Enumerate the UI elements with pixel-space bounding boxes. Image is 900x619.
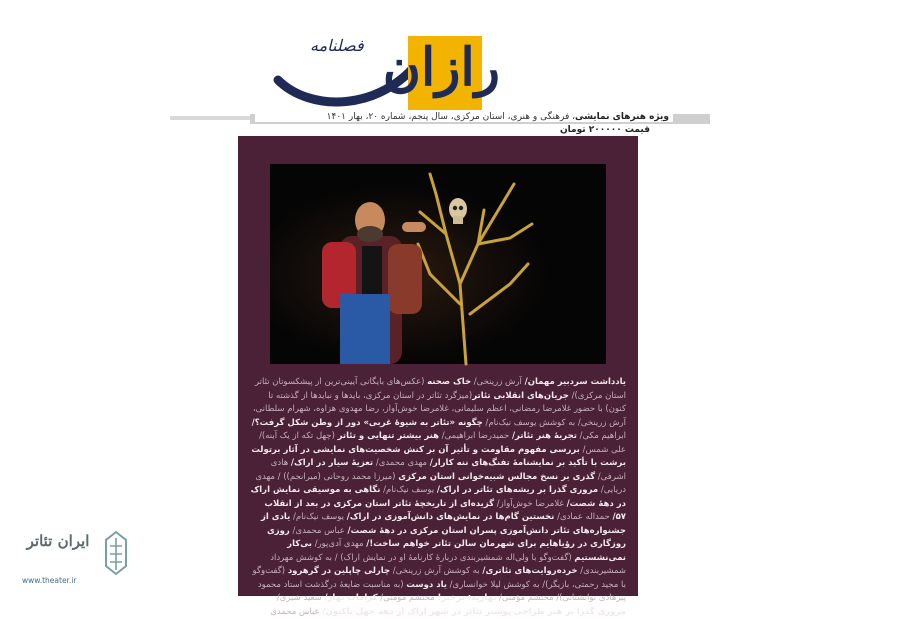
contents-item-author: آرش زرینخی/ bbox=[471, 377, 525, 387]
contents-item-title: چگونه «تئاتر به شیوهٔ غربی» دور از وطن شکل گرفت؟/ bbox=[251, 417, 483, 428]
cover-photo bbox=[270, 164, 606, 364]
contents-item-title: بهاریه: برخیز! bbox=[437, 593, 497, 603]
contents-item-title: هنر بیشتر تنهایی و تئاتر bbox=[337, 431, 440, 441]
contents-item bbox=[380, 485, 598, 495]
contents-item-author: غلامرضا خوش‌آواز/ bbox=[494, 498, 567, 509]
contents-item bbox=[378, 593, 497, 603]
contents-item-author: یوسف نیک‌نام/ bbox=[290, 512, 347, 522]
contents-item-author: سعید شیری/ bbox=[276, 593, 325, 603]
issue-lead: ویژه هنرهای نمایشی bbox=[575, 112, 669, 122]
magazine-subtitle: فصلنامه bbox=[310, 36, 364, 55]
contents-item-author: مهدی محمدی/ bbox=[373, 458, 430, 468]
contents-item-author: (چهل تکه از یک آینه)/ علی شمس/ bbox=[259, 431, 626, 455]
issue-info: ویژه هنرهای نمایشی، فرهنگی و هنری، استان مرکزی، سال پنجم، شماره ۲۰، بهار ۱۴۰۱ bbox=[255, 112, 673, 122]
contents-item-title: مروری گذرا بر ریشه‌های تئاتر در اراک/ bbox=[436, 485, 599, 495]
contents-item-title: بی‌کار نمی‌نشستیم bbox=[287, 539, 626, 563]
contents-item-author: حمیدرضا ابراهیمی/ bbox=[439, 431, 512, 441]
stage-photo-illustration bbox=[270, 164, 606, 364]
table-of-contents bbox=[250, 376, 626, 617]
magazine-logo bbox=[270, 20, 500, 115]
contents-item-author: (گفت‌وگو با ولی‌اله شمشیربندی دربارهٔ کارنامهٔ او در نمایش اراک) / به کوشش مهرداد شمشیربندی/ bbox=[270, 552, 626, 576]
contents-item bbox=[277, 593, 378, 603]
contents-item-title: مروری گذرا بر هنر طراحی پوستر تئاتر در شهر اراک از دهه چهل تاکنون/ bbox=[322, 606, 626, 617]
contents-item bbox=[290, 512, 554, 522]
contents-item-author: ابراهیم مکی/ bbox=[576, 431, 626, 441]
contents-item-author: یوسف نیک‌نام/ bbox=[380, 485, 437, 495]
contents-item-author: محتشم مومنی/ bbox=[377, 593, 438, 603]
contents-item-author: (گفت‌وگو با مجید رحمتی، بازیگر)/ به کوشش لیلا خوانساری/ bbox=[252, 566, 626, 590]
cover-panel bbox=[238, 136, 638, 617]
contents-item bbox=[439, 431, 577, 441]
contents-item-title: یادداشت سردبیر مهمان/ bbox=[524, 377, 626, 387]
contents-item-title: خرده‌روایت‌های تئاتری/ bbox=[482, 566, 578, 576]
contents-item-author: (میزگرد تئاتر در استان مرکزی، بایدها و نبایدها از گذشته تا کنون) با حضور غلامرضا رمضانی، اعظم سلیمانی، غلامرضا خوش‌آواز، رضا مهدوی هزاوه، شهرام سلطانی، آرش زرینخی/ به کوشش یوسف نیک‌نام/ bbox=[252, 390, 626, 428]
contents-item-author: عباس محمدی bbox=[270, 606, 323, 617]
watermark-name: ایران تئاتر bbox=[26, 532, 90, 550]
contents-item-author: عباس محمدی/ bbox=[289, 525, 348, 536]
contents-item-title: کرامات بهار/ bbox=[324, 593, 378, 603]
contents-item-author: به کوشش آرش زرینخی/ bbox=[390, 566, 483, 576]
contents-item-title: تعزیهٔ سیار در اراک/ bbox=[290, 458, 374, 468]
contents-item-title: یادی از جشنواره‌های تئاتر دانش‌آموزی پسران استان مرکزی در دههٔ شصت/ bbox=[261, 512, 626, 536]
contents-item bbox=[390, 566, 577, 576]
contents-item-title: تجربهٔ هنر تئاتر/ bbox=[511, 431, 577, 441]
contents-item-title: نگاهی به موسیقی نمایش اراک در دههٔ شصت/ bbox=[250, 485, 626, 509]
magazine-title: رازان bbox=[382, 37, 500, 98]
contents-item-author: (به مناسبت ضایعهٔ درگذشت استاد محمود پیرهادی نوانشنانی)/ محتشم مؤمنی/ bbox=[257, 579, 626, 603]
contents-item-title: چارلی چاپلین در گرهرود bbox=[287, 566, 391, 576]
contents-item-author: هادی اشرفی/ bbox=[270, 458, 626, 482]
issue-details: فرهنگی و هنری، استان مرکزی، سال پنجم، شماره ۲۰، بهار ۱۴۰۱ bbox=[326, 112, 570, 122]
contents-item-author: (میرزا محمد روحانی (میرانجم)) / مهدی دریایی/ bbox=[255, 471, 626, 495]
contents-item-title: جریان‌های انقلابی تئاتر bbox=[472, 390, 569, 401]
contents-item-title: گذری بر نسخ مجالس شبیه‌خوانی استان مرکزی bbox=[398, 471, 596, 482]
contents-item-title: گزیده‌ای از تاریخچهٔ تئاتر استان مرکزی در بعد از انقلاب ۵۷/ bbox=[264, 498, 626, 522]
contents-item-title: روزی روزگاری در رؤیاهایم برای شهرمان سالن تئاتر خواهم ساخت!/ bbox=[266, 525, 626, 549]
contents-item-title: خاک صحنه bbox=[427, 377, 472, 387]
contents-item bbox=[471, 377, 626, 387]
watermark-url: www.theater.ir bbox=[22, 576, 77, 585]
contents-item bbox=[270, 607, 626, 617]
contents-item-author: (عکس‌های بایگانی آیینی‌ترین از پیشکسوتان تئاتر استان مرکزی)/ bbox=[254, 377, 626, 401]
contents-item-author: مهدی آدی‌پور/ bbox=[312, 539, 367, 549]
contents-item-title: بررسی مفهوم مقاومت و تأثیر آن بر کنش شخصیت‌های نمایشی در آثار برتولت برشت با تأکید بر نمایشنامهٔ تفنگ‌های ننه کارار/ bbox=[251, 444, 626, 468]
theater-logo-icon bbox=[102, 530, 130, 576]
contents-item-title: یاد دوست bbox=[406, 579, 447, 590]
issue-price: قیمت ۲۰۰۰۰۰ تومان bbox=[559, 125, 650, 135]
site-watermark bbox=[20, 528, 140, 590]
contents-item-author: حمداله عمادی/ bbox=[554, 512, 613, 522]
contents-item-title: نخستین گام‌ها در نمایش‌های دانش‌آموزی در اراک/ bbox=[346, 512, 555, 522]
